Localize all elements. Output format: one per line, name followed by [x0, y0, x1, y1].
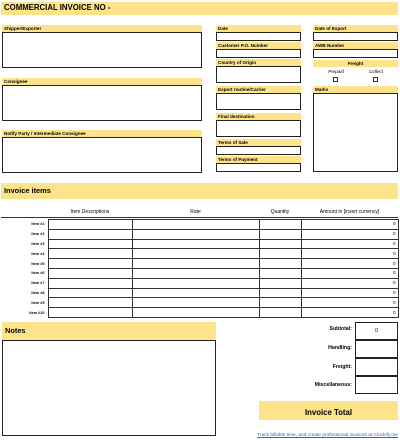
item-amount-cell: 0	[301, 308, 398, 318]
item-quantity-cell[interactable]	[259, 308, 301, 318]
item-rate-cell[interactable]	[132, 268, 259, 278]
invoice-items-header	[1, 183, 398, 199]
item-rate-cell[interactable]	[132, 249, 259, 259]
item-description-cell[interactable]	[48, 259, 132, 269]
final-destination-field[interactable]	[216, 120, 301, 137]
item-amount-cell: 0	[301, 268, 398, 278]
item-rate-cell[interactable]	[132, 288, 259, 298]
item-label: Item #7	[31, 281, 45, 286]
table-row	[1, 268, 398, 278]
item-quantity-cell[interactable]	[259, 278, 301, 288]
item-rate-cell[interactable]	[132, 220, 259, 230]
item-description-cell[interactable]	[48, 249, 132, 259]
miscellaneous-field[interactable]	[355, 376, 398, 394]
items-header-rule	[1, 217, 398, 218]
item-label: Item #6	[31, 271, 45, 276]
items-table	[1, 219, 399, 318]
col-quantity: Quantity	[270, 209, 290, 215]
item-label: Item #4	[31, 251, 45, 256]
consignee-label: Consignee	[2, 78, 202, 85]
item-quantity-cell[interactable]	[259, 259, 301, 269]
terms-of-sale-label: Terms of Sale	[216, 139, 301, 146]
item-quantity-cell[interactable]	[259, 249, 301, 259]
freight-header: Freight	[313, 60, 398, 67]
invoice-title: COMMERCIAL INVOICE NO -	[4, 3, 111, 12]
marks-label: Marks	[313, 86, 398, 93]
prepaid-label: Prepaid	[328, 69, 344, 74]
notes-field[interactable]	[2, 340, 216, 436]
subtotal-amount: 0	[375, 328, 378, 334]
marks-field[interactable]	[313, 93, 398, 172]
export-route-field[interactable]	[216, 93, 301, 110]
item-rate-cell[interactable]	[132, 229, 259, 239]
invoice-items-title: Invoice items	[4, 186, 51, 195]
export-route-label: Export routine/Carrier	[216, 86, 301, 93]
shipper-field[interactable]	[2, 32, 202, 68]
table-row	[1, 220, 398, 230]
country-origin-field[interactable]	[216, 66, 301, 83]
item-label: Item #8	[31, 290, 45, 295]
item-label: Item #2	[31, 232, 45, 237]
item-amount-cell: 0	[301, 229, 398, 239]
col-amount: Amount in [insert currency]	[319, 209, 380, 215]
date-field[interactable]	[216, 32, 301, 41]
table-row	[1, 229, 398, 239]
date-of-export-field[interactable]	[313, 32, 398, 41]
item-label: Item #9	[31, 300, 45, 305]
date-of-export-label: Date of Export	[313, 25, 398, 32]
date-label: Date	[216, 25, 301, 32]
item-rate-cell[interactable]	[132, 239, 259, 249]
item-amount-cell: 0	[301, 298, 398, 308]
terms-of-payment-field[interactable]	[216, 163, 301, 172]
item-rate-cell[interactable]	[132, 259, 259, 269]
freight-total-label: Freight:	[332, 364, 352, 370]
item-rate-cell[interactable]	[132, 308, 259, 318]
table-row	[1, 249, 398, 259]
item-quantity-cell[interactable]	[259, 239, 301, 249]
item-quantity-cell[interactable]	[259, 288, 301, 298]
freight-total-field[interactable]	[355, 358, 398, 376]
item-amount-cell: 0	[301, 288, 398, 298]
item-description-cell[interactable]	[48, 288, 132, 298]
table-row	[1, 259, 398, 269]
item-label: Item #3	[31, 241, 45, 246]
notes-header	[2, 322, 216, 340]
notify-party-label: Notify Party / Intermediate Consignee	[2, 130, 202, 137]
miscellaneous-label: Miscellaneous:	[314, 382, 352, 388]
footer	[200, 428, 398, 440]
table-row	[1, 298, 398, 308]
item-amount-cell: 0	[301, 249, 398, 259]
item-description-cell[interactable]	[48, 298, 132, 308]
item-description-cell[interactable]	[48, 278, 132, 288]
col-item-descriptions: Item Descriptions	[70, 209, 110, 215]
customer-po-field[interactable]	[216, 49, 301, 58]
item-description-cell[interactable]	[48, 268, 132, 278]
item-amount-cell: 0	[301, 220, 398, 230]
item-label: Item #5	[31, 261, 45, 266]
awb-number-label: AWB Number	[313, 42, 398, 49]
consignee-field[interactable]	[2, 85, 202, 121]
awb-number-field[interactable]	[313, 49, 398, 58]
item-label: Item #10	[29, 310, 45, 315]
item-quantity-cell[interactable]	[259, 268, 301, 278]
item-description-cell[interactable]	[48, 308, 132, 318]
clockify-link[interactable]: Track billable time, and create professional invoices at Clockify.me	[257, 433, 398, 438]
invoice-title-bar	[1, 2, 398, 15]
collect-label: Collect	[368, 69, 384, 74]
prepaid-checkbox[interactable]	[333, 77, 338, 82]
country-origin-label: Country of Origin	[216, 59, 301, 66]
invoice-total-bar	[259, 401, 398, 420]
item-label: Item #1	[31, 222, 45, 227]
terms-of-payment-label: Terms of Payment	[216, 156, 301, 163]
table-row	[1, 288, 398, 298]
handling-field[interactable]	[355, 340, 398, 358]
shipper-label: Shipper/Exporter	[2, 25, 202, 32]
subtotal-label: Subtotal:	[329, 326, 352, 332]
col-rate: Rate	[190, 209, 201, 215]
subtotal-value	[355, 322, 398, 340]
item-description-cell[interactable]	[48, 220, 132, 230]
item-rate-cell[interactable]	[132, 298, 259, 308]
item-quantity-cell[interactable]	[259, 229, 301, 239]
handling-label: Handling:	[328, 345, 352, 351]
terms-of-sale-field[interactable]	[216, 146, 301, 155]
item-amount-cell: 0	[301, 259, 398, 269]
item-quantity-cell[interactable]	[259, 220, 301, 230]
invoice-total-label: Invoice Total	[304, 408, 353, 417]
notes-title: Notes	[5, 326, 26, 335]
customer-po-label: Customer P.O. Number	[216, 42, 301, 49]
item-rate-cell[interactable]	[132, 278, 259, 288]
item-amount-cell: 0	[301, 278, 398, 288]
table-row	[1, 239, 398, 249]
final-destination-label: Final destination	[216, 113, 301, 120]
notify-party-field[interactable]	[2, 137, 202, 173]
item-quantity-cell[interactable]	[259, 298, 301, 308]
item-description-cell[interactable]	[48, 239, 132, 249]
item-amount-cell: 0	[301, 239, 398, 249]
table-row	[1, 308, 398, 318]
table-row	[1, 278, 398, 288]
item-description-cell[interactable]	[48, 229, 132, 239]
collect-checkbox[interactable]	[373, 77, 378, 82]
